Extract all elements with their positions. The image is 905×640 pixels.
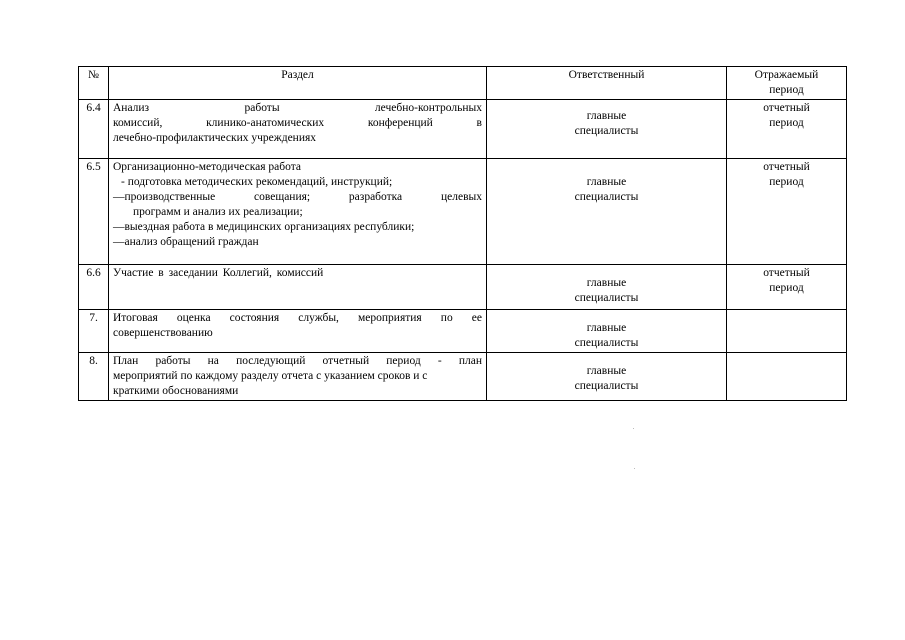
section-line: программ и анализ их реализации; [133,206,303,218]
row-responsible [487,265,727,310]
row-period [727,310,847,353]
row-responsible [487,353,727,401]
responsible-line: главные [586,277,627,289]
responsible-line: главные [586,322,627,334]
row-period [727,265,847,310]
period-line: период [769,117,804,129]
section-line: мероприятий по каждому разделу отчета с указанием сроков и с [113,370,428,382]
table-row [79,353,847,401]
responsible-line: специалисты [574,191,639,203]
row-responsible [487,310,727,353]
row-num: 8. [79,353,109,401]
scan-speck [634,468,635,469]
section-line: Итоговая оценка состояния службы, мероприятия по ее [113,312,482,324]
period-line: период [769,282,804,294]
row-period [727,353,847,401]
section-line: —производственные совещания; разработка целевых [113,191,482,203]
table-row [79,265,847,310]
responsible-line: специалисты [574,380,639,392]
section-line [113,131,482,146]
section-line: Организационно-методическая работа [113,161,301,173]
section-line: План работы на последующий отчетный период - план [113,355,482,367]
section-line: Участие в заседании Коллегий, комиссий [113,267,324,279]
row-num: 6.4 [79,100,109,159]
header-num: № [79,67,109,100]
responsible-line: главные [586,176,627,188]
header-responsible: Ответственный [487,67,727,100]
report-table [78,66,847,401]
responsible-line: главные [586,110,627,122]
table-row [79,310,847,353]
period-line: период [769,176,804,188]
header-section: Раздел [109,67,487,100]
responsible-line: специалисты [574,125,639,137]
row-period [727,159,847,265]
period-line: отчетный [763,267,810,279]
row-section [109,310,487,353]
row-section [109,100,487,159]
period-line: отчетный [763,102,810,114]
section-line: совершенствованию [113,327,213,339]
table-row [79,159,847,265]
section-line: - подготовка методических рекомендаций, инструкций; [121,176,393,188]
section-line [113,101,482,116]
scan-speck [633,428,634,429]
section-line: краткими обоснованиями [113,385,239,397]
section-line: —анализ обращений граждан [113,236,259,248]
section-line: —выездная работа в медицинских организациях республики; [113,221,415,233]
row-section [109,265,487,310]
row-responsible [487,159,727,265]
row-period [727,100,847,159]
section-line-text: лечебно-профилактических учреждениях [113,132,317,144]
section-line [113,116,482,131]
row-num: 6.6 [79,265,109,310]
responsible-line: специалисты [574,292,639,304]
responsible-line: специалисты [574,337,639,349]
responsible-line: главные [586,365,627,377]
header-period-line2: период [769,84,804,96]
period-line: отчетный [763,161,810,173]
row-section [109,159,487,265]
row-section [109,353,487,401]
row-num: 6.5 [79,159,109,265]
row-num: 7. [79,310,109,353]
header-period-line1: Отражаемый [754,69,819,81]
table-header-row [79,67,847,100]
table-row [79,100,847,159]
header-period [727,67,847,100]
row-responsible [487,100,727,159]
section-line-text: Анализ работы лечебно-контрольных [113,102,482,114]
section-line-text: комиссий, клинико-анатомических конференций в [113,117,482,129]
